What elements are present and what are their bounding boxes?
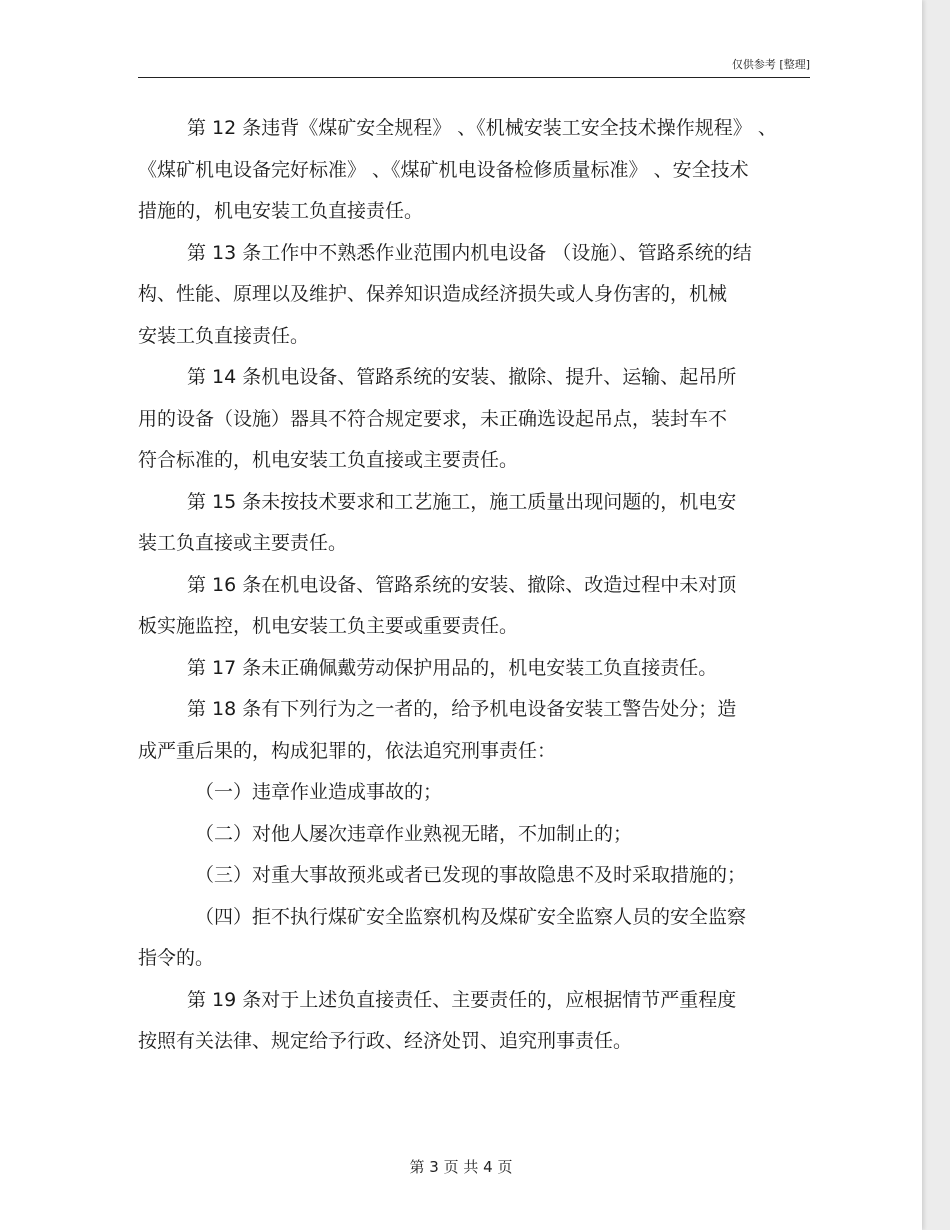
text-line: （二）对他人屡次违章作业熟视无睹，不加制止的；: [195, 822, 633, 845]
header-divider: [138, 77, 810, 78]
text-line: （三）对重大事故预兆或者已发现的事故隐患不及时采取措施的；: [195, 864, 747, 886]
text-line: 《煤矿机电设备完好标准》 、《煤矿机电设备检修质量标准》 、安全技术: [138, 158, 749, 181]
text-line: 第 18 条有下列行为之一者的，给予机电设备安装工警告处分；造: [187, 698, 737, 720]
document-body: [138, 108, 810, 1063]
page-footer: 第 3 页 共 4 页: [409, 1158, 513, 1176]
text-line: 板实施监控，机电安装工负主要或重要责任。: [138, 615, 519, 637]
text-line: 第 19 条对于上述负直接责任、主要责任的，应根据情节严重程度: [187, 988, 737, 1011]
text-line: 成严重后果的，构成犯罪的，依法追究刑事责任：: [138, 739, 557, 762]
page-header: 仅供参考 [整理]: [731, 58, 810, 71]
text-line: 第 16 条在机电设备、管路系统的安装、撤除、改造过程中未对顶: [187, 573, 737, 596]
text-line: 装工负直接或主要责任。: [138, 532, 348, 554]
text-line: 第 12 条违背《煤矿安全规程》 、《机械安装工安全技术操作规程》 、: [187, 117, 777, 139]
text-line: 措施的，机电安装工负直接责任。: [138, 200, 424, 222]
text-line: 第 13 条工作中不熟悉作业范围内机电设备 （设施）、管路系统的结: [187, 241, 752, 264]
text-line: 第 17 条未正确佩戴劳动保护用品的，机电安装工负直接责任。: [187, 656, 718, 679]
text-line: 构、性能、原理以及维护、保养知识造成经济损失或人身伤害的，机械: [138, 283, 728, 305]
text-line: 第 15 条未按技术要求和工艺施工，施工质量出现问题的，机电安: [187, 490, 737, 513]
text-line: 符合标准的，机电安装工负直接或主要责任。: [138, 449, 519, 471]
text-line: 用的设备（设施）器具不符合规定要求，未正确选设起吊点，装封车不: [138, 407, 728, 430]
text-line: （一）违章作业造成事故的；: [195, 781, 443, 803]
text-line: （四）拒不执行煤矿安全监察机构及煤矿安全监察人员的安全监察: [195, 905, 747, 928]
text-line: 安装工负直接责任。: [138, 324, 310, 347]
text-line: 指令的。: [138, 947, 215, 969]
text-line: 第 14 条机电设备、管路系统的安装、撤除、提升、运输、起吊所: [187, 366, 737, 388]
text-line: 按照有关法律、规定给予行政、经济处罚、追究刑事责任。: [138, 1030, 633, 1052]
